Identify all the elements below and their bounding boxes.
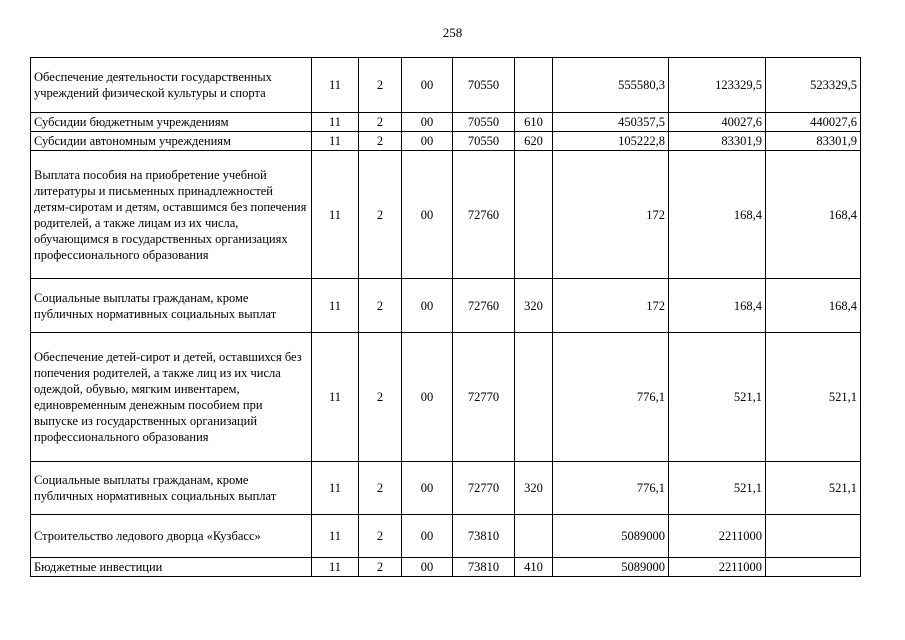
row-section: 11: [312, 279, 359, 333]
table-row: [31, 58, 861, 113]
row-value-1: 172: [553, 151, 669, 279]
row-value-2: 2211000: [669, 515, 766, 558]
row-value-3: [766, 515, 861, 558]
row-name: Субсидии бюджетным учреждениям: [31, 113, 312, 132]
row-subsection: 2: [359, 132, 402, 151]
row-name: Бюджетные инвестиции: [31, 558, 312, 577]
row-value-2: 2211000: [669, 558, 766, 577]
row-subsection: 2: [359, 113, 402, 132]
row-section: 11: [312, 515, 359, 558]
row-value-1: 5089000: [553, 558, 669, 577]
row-value-2: 83301,9: [669, 132, 766, 151]
table-row: [31, 462, 861, 515]
row-value-1: 450357,5: [553, 113, 669, 132]
row-value-1: 555580,3: [553, 58, 669, 113]
table-row: [31, 113, 861, 132]
row-value-1: 5089000: [553, 515, 669, 558]
row-section: 11: [312, 151, 359, 279]
row-subsection: 2: [359, 462, 402, 515]
row-subsection: 2: [359, 58, 402, 113]
row-name: Выплата пособия на приобретение учебной литературы и письменных принадлежностей детям-сиротам и детям, оставшимся без попечения родителей, а также лицам из их числа, обучающимся в государственных организациях профессионального образования: [31, 151, 312, 279]
row-target-code: 70550: [453, 113, 515, 132]
row-target-code: 72760: [453, 279, 515, 333]
row-value-1: 776,1: [553, 333, 669, 462]
row-program-code: 00: [402, 515, 453, 558]
page-number: 258: [442, 25, 463, 40]
row-name: Субсидии автономным учреждениям: [31, 132, 312, 151]
row-subsection: 2: [359, 279, 402, 333]
row-expense-type: [515, 515, 553, 558]
budget-table: [30, 57, 861, 577]
table-row: [31, 279, 861, 333]
table-row: [31, 515, 861, 558]
row-expense-type: 410: [515, 558, 553, 577]
row-target-code: 73810: [453, 558, 515, 577]
row-program-code: 00: [402, 279, 453, 333]
row-name: Строительство ледового дворца «Кузбасс»: [31, 515, 312, 558]
row-program-code: 00: [402, 558, 453, 577]
row-program-code: 00: [402, 58, 453, 113]
row-expense-type: [515, 333, 553, 462]
row-value-2: 521,1: [669, 462, 766, 515]
row-value-3: 83301,9: [766, 132, 861, 151]
row-value-3: 523329,5: [766, 58, 861, 113]
row-program-code: 00: [402, 462, 453, 515]
row-name: Обеспечение детей-сирот и детей, оставшихся без попечения родителей, а также лиц из их числа одеждой, обувью, мягким инвентарем, единовременным денежным пособием при выпуске из государственных организаций профессионального образования: [31, 333, 312, 462]
row-value-1: 105222,8: [553, 132, 669, 151]
row-value-2: 123329,5: [669, 58, 766, 113]
row-section: 11: [312, 558, 359, 577]
row-program-code: 00: [402, 132, 453, 151]
row-value-3: 168,4: [766, 279, 861, 333]
row-subsection: 2: [359, 151, 402, 279]
row-program-code: 00: [402, 151, 453, 279]
row-subsection: 2: [359, 515, 402, 558]
row-target-code: 72760: [453, 151, 515, 279]
row-target-code: 72770: [453, 333, 515, 462]
row-expense-type: [515, 151, 553, 279]
row-section: 11: [312, 462, 359, 515]
row-expense-type: 620: [515, 132, 553, 151]
row-target-code: 70550: [453, 58, 515, 113]
table-row: [31, 132, 861, 151]
row-value-3: 168,4: [766, 151, 861, 279]
row-expense-type: [515, 58, 553, 113]
row-value-2: 168,4: [669, 279, 766, 333]
row-program-code: 00: [402, 333, 453, 462]
row-target-code: 70550: [453, 132, 515, 151]
row-value-3: [766, 558, 861, 577]
row-value-3: 521,1: [766, 333, 861, 462]
row-expense-type: 320: [515, 462, 553, 515]
row-subsection: 2: [359, 333, 402, 462]
row-section: 11: [312, 113, 359, 132]
row-value-1: 172: [553, 279, 669, 333]
row-name: Социальные выплаты гражданам, кроме публичных нормативных социальных выплат: [31, 462, 312, 515]
row-value-2: 168,4: [669, 151, 766, 279]
row-value-3: 521,1: [766, 462, 861, 515]
row-value-3: 440027,6: [766, 113, 861, 132]
row-section: 11: [312, 58, 359, 113]
row-name: Обеспечение деятельности государственных учреждений физической культуры и спорта: [31, 58, 312, 113]
row-value-1: 776,1: [553, 462, 669, 515]
row-section: 11: [312, 333, 359, 462]
table-row: [31, 558, 861, 577]
row-value-2: 521,1: [669, 333, 766, 462]
row-target-code: 72770: [453, 462, 515, 515]
row-expense-type: 320: [515, 279, 553, 333]
row-expense-type: 610: [515, 113, 553, 132]
row-program-code: 00: [402, 113, 453, 132]
table-row: [31, 333, 861, 462]
row-target-code: 73810: [453, 515, 515, 558]
row-value-2: 40027,6: [669, 113, 766, 132]
table-row: [31, 151, 861, 279]
row-subsection: 2: [359, 558, 402, 577]
row-section: 11: [312, 132, 359, 151]
row-name: Социальные выплаты гражданам, кроме публичных нормативных социальных выплат: [31, 279, 312, 333]
